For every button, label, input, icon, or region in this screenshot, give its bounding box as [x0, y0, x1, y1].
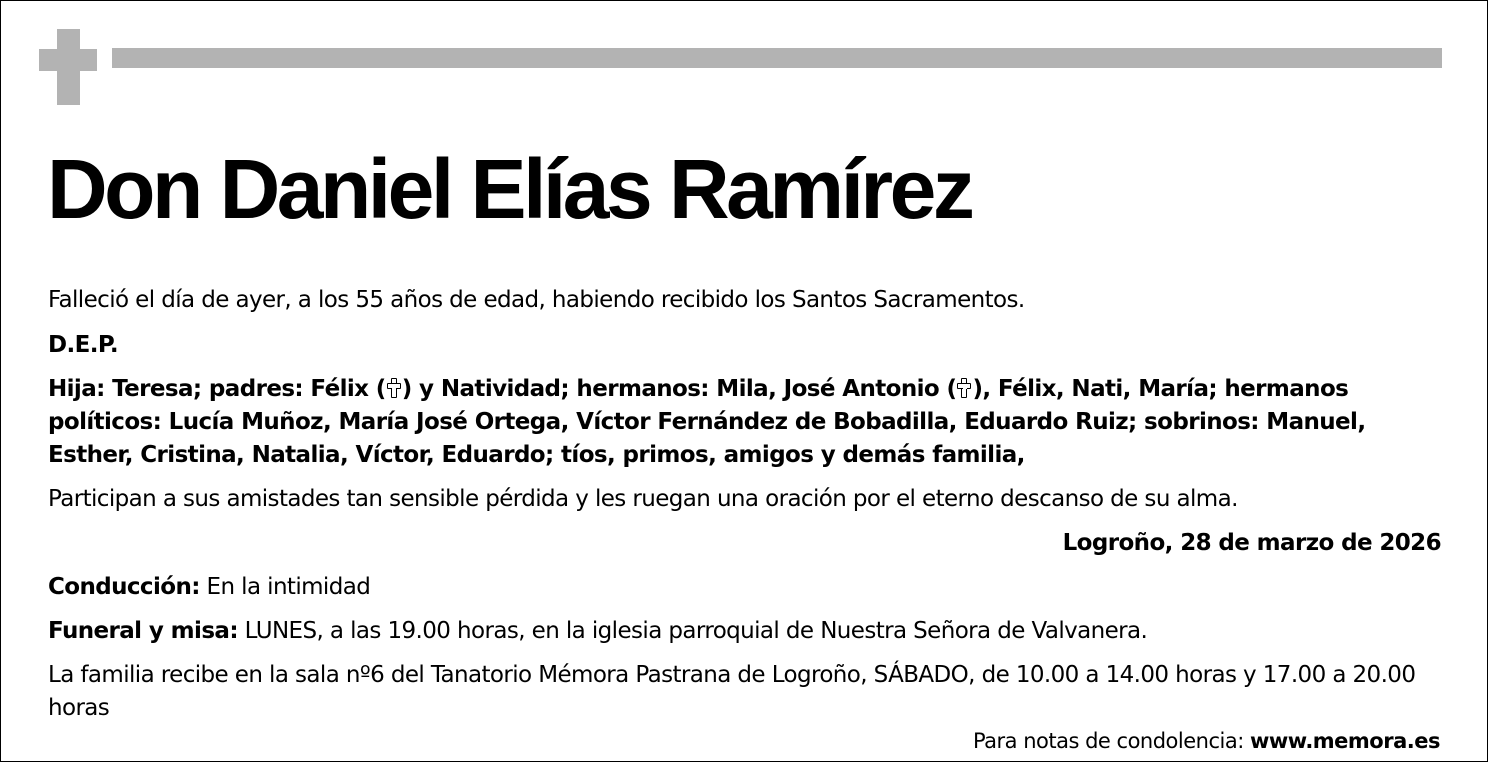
conduccion-label: Conducción:	[48, 574, 200, 600]
family-text-part-2: ) y Natividad; hermanos: Mila, José Antonio (	[401, 376, 957, 402]
place-and-date: Logroño, 28 de marzo de 2026	[1062, 530, 1441, 556]
family-text-part-1: Hija: Teresa; padres: Félix (	[48, 376, 386, 402]
cross-icon	[387, 378, 401, 398]
participation-statement: Participan a sus amistades tan sensible pérdida y les ruegan una oración por el eterno descanso de su alma.	[48, 486, 1238, 512]
conduccion-line	[48, 571, 1448, 604]
family-members	[48, 373, 1448, 472]
death-statement: Falleció el día de ayer, a los 55 años de edad, habiendo recibido los Santos Sacramentos.	[48, 287, 1025, 313]
notice-body	[48, 284, 1448, 725]
family-reception: La familia recibe en la sala nº6 del Tanatorio Mémora Pastrana de Logroño, SÁBADO, de 10.00 a 14.00 horas y 17.00 a 20.00 horas	[48, 662, 1416, 721]
conduccion-value: En la intimidad	[199, 574, 371, 600]
deceased-name: Don Daniel Elías Ramírez	[47, 142, 972, 236]
cross-icon	[39, 29, 97, 105]
funeral-line	[48, 615, 1448, 648]
condolence-link[interactable]: www.memora.es	[1249, 729, 1440, 753]
condolence-footer	[973, 727, 1440, 755]
funeral-label: Funeral y misa:	[48, 618, 238, 644]
header-rule	[112, 48, 1442, 68]
cross-horizontal-bar	[39, 49, 97, 71]
cross-icon	[957, 378, 971, 398]
funeral-value: LUNES, a las 19.00 horas, en la iglesia parroquial de Nuestra Señora de Valvanera.	[237, 618, 1148, 644]
rip-abbreviation: D.E.P.	[48, 332, 119, 358]
condolence-prefix: Para notas de condolencia:	[972, 729, 1250, 753]
family-text-part-3: ), Félix, Nati, María; hermanos políticos: Lucía Muñoz, María José Ortega, Víctor Fernández de Bobadilla, Eduardo Ruiz; sobrinos: Manuel, Esther, Cristina, Natalia, Víctor, Eduardo; tíos, primos, amigos y demás familia,	[48, 376, 1366, 468]
